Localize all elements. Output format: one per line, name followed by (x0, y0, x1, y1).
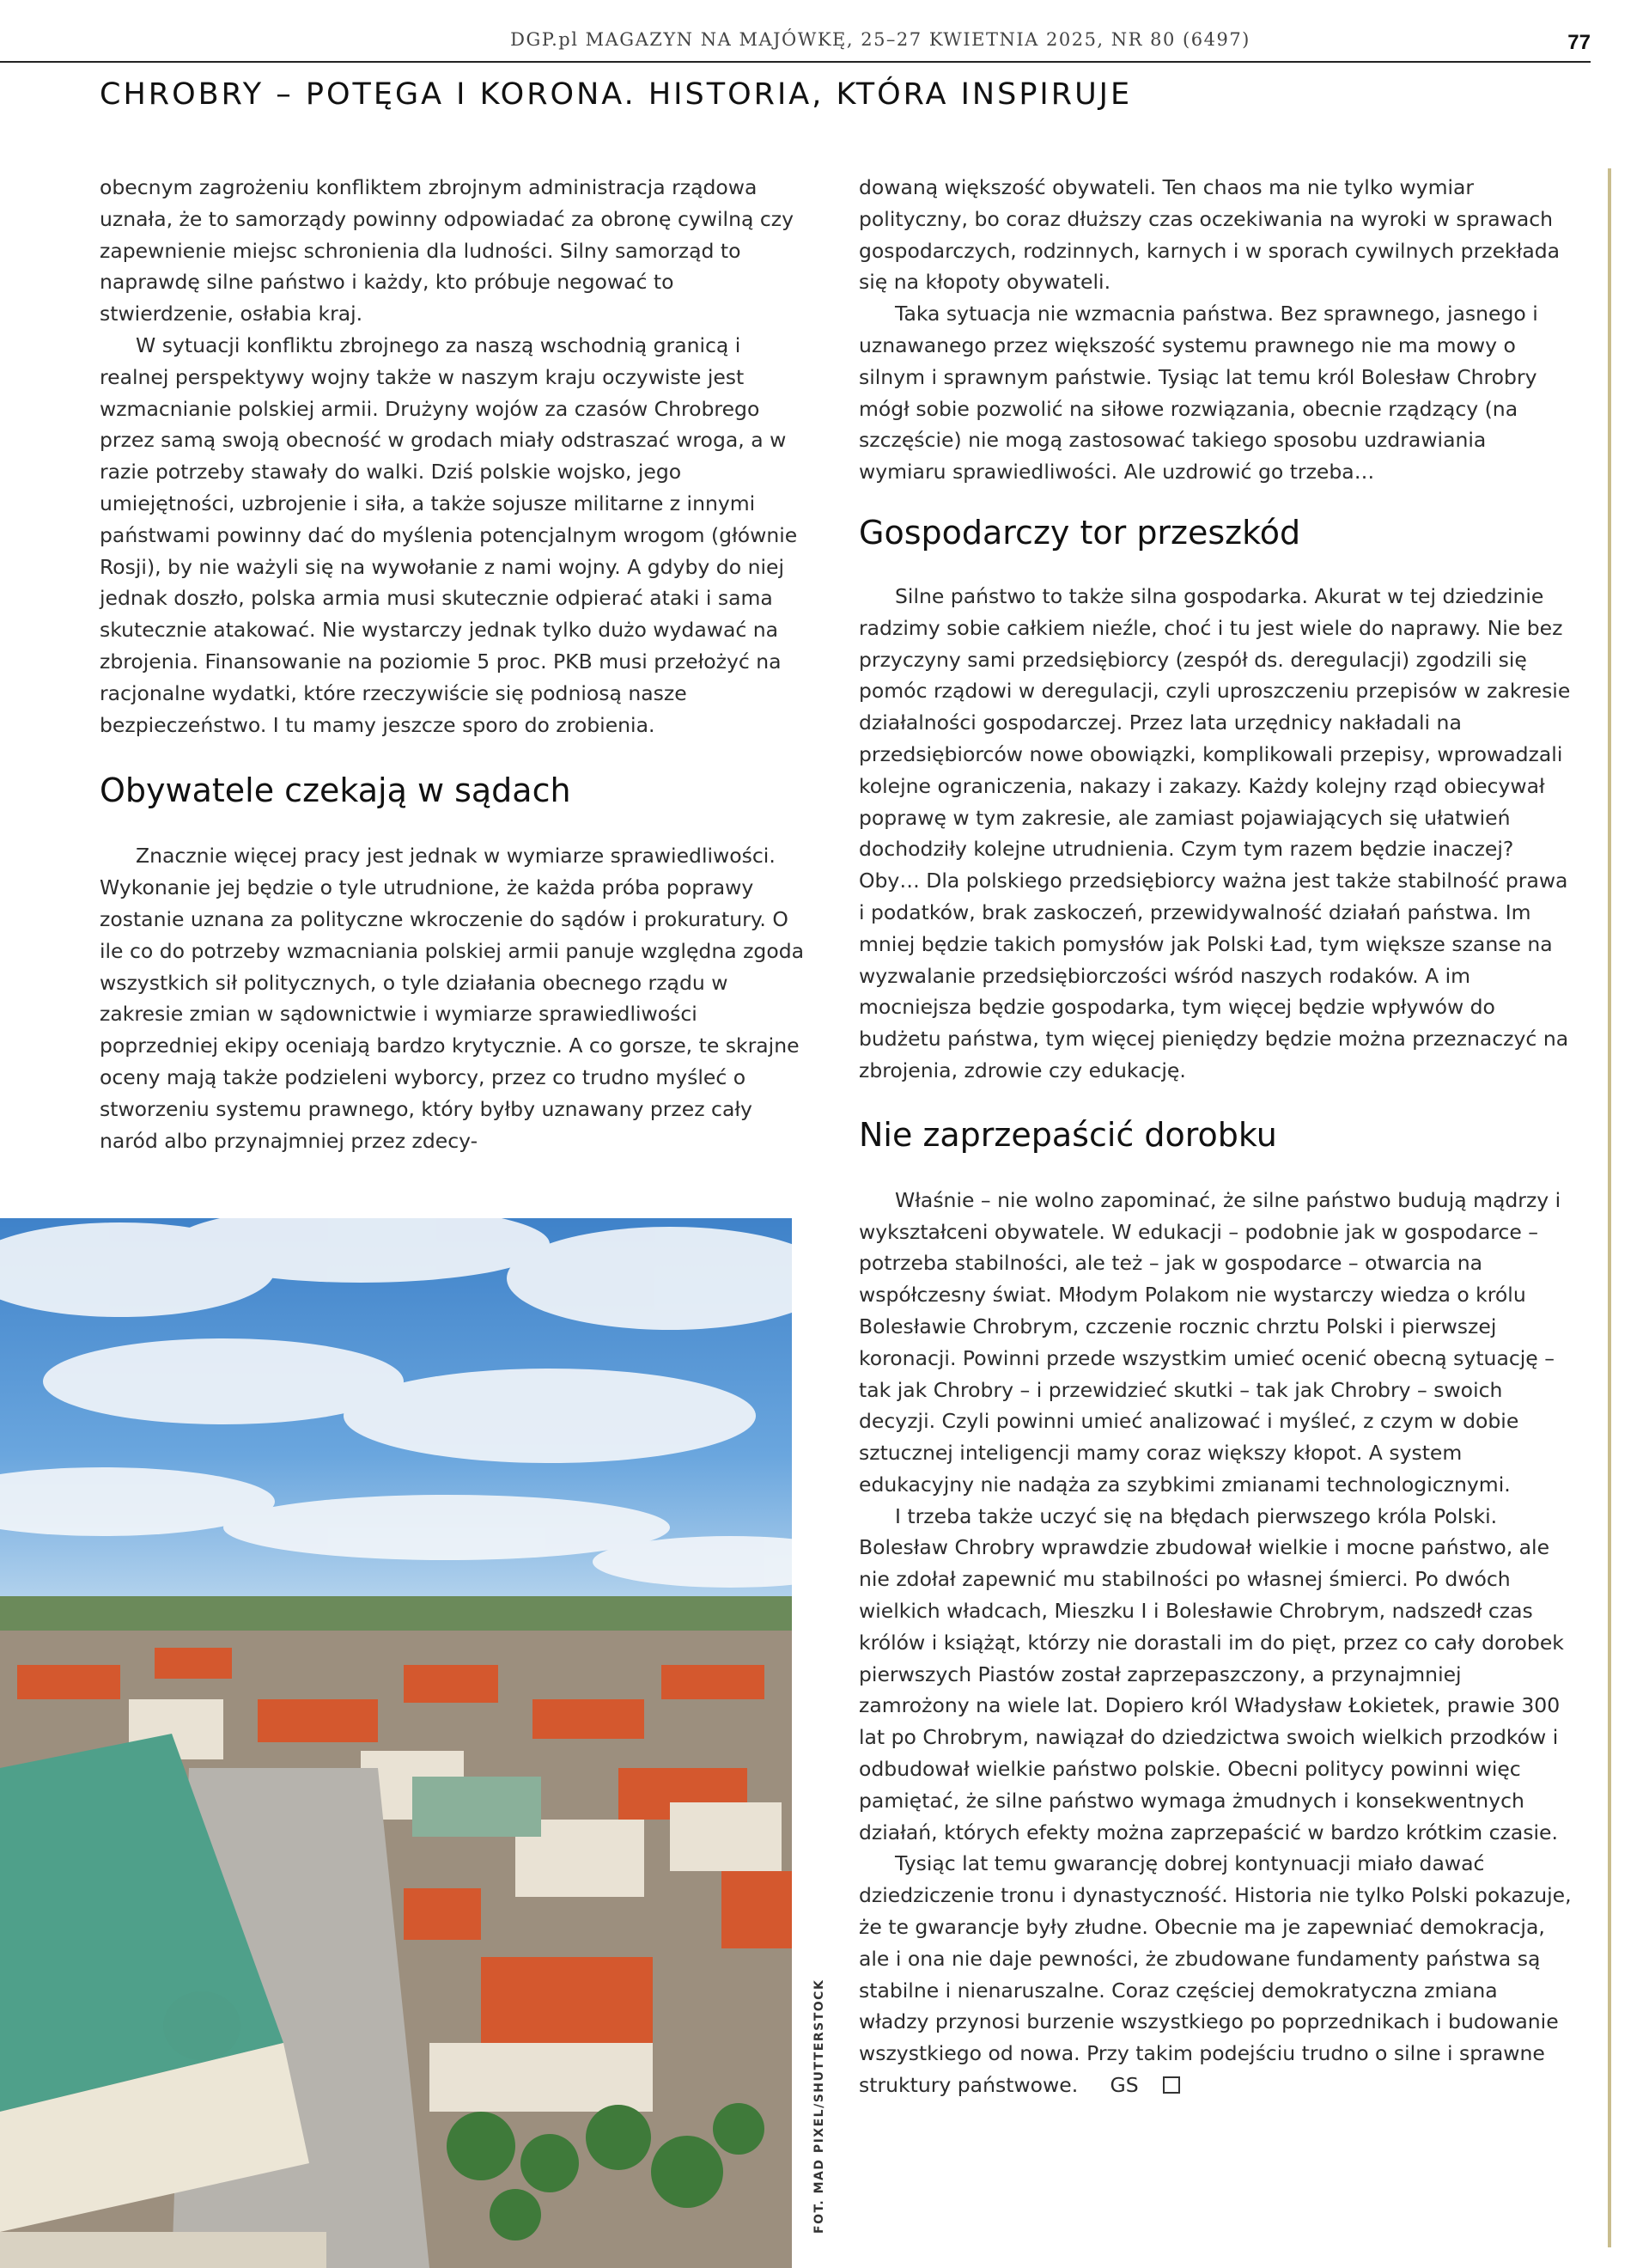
author-signature: GS (1110, 2073, 1139, 2098)
right-paragraph-1: dowaną większość obywateli. Ten chaos ma nie tylko wymiar polityczny, bo coraz dłuższy czas oczekiwania na wyroki w sprawach gospodarczych, rodzinnych, karnych i w sporach cywilnych przekłada się na kłopoty obywateli. (859, 175, 1561, 295)
city-photo (0, 1218, 792, 2268)
right-paragraph-3: Silne państwo to także silna gospodarka. Akurat w tej dziedzinie radzimy sobie całkiem nieźle, choć i tu jest wiele do naprawy. Nie bez przyczyny sami przedsiębiorcy (zespół ds. deregulacji) zgodzili się pomóc rządowi w deregulacji, czyli uproszczeniu przepisów w zakresie działalności gospodarczej. Przez lata urzędnicy nakładali na przedsiębiorców nowe obowiązki, komplikowali przepisy, wprowadzali kolejne ograniczenia, nakazy i zakazy. Każdy kolejny rząd obiecywał poprawę w tym zakresie, ale zamiast pojawiających się ułatwień dochodziły kolejne utrudnienia. Czym tym razem będzie inaczej? Oby… Dla polskiego przedsiębiorcy ważna jest także stabilność prawa i podatków, brak zaskoczeń, przewidywalność działań państwa. Im mniej będzie takich pomysłów jak Polski Ład, tym większe szanse na wyzwalanie przedsiębiorczości wśród naszych rodaków. A im mocniejsza będzie gospodarka, tym więcej będzie wpływów do budżetu państwa, tym więcej pieniędzy będzie można przeznaczyć na zbrojenia, zdrowie czy edukację. (859, 583, 1571, 1082)
heading-economy: Gospodarczy tor przeszkód (859, 513, 1301, 552)
left-column (100, 172, 812, 1156)
left-paragraph-3: Znacznie więcej pracy jest jednak w wymiarze sprawiedliwości. Wykonanie jej będzie o tyle utrudnione, że każda próba poprawy zostanie uznana za polityczne wkroczenie do sądów i prokuratury. O ile co do potrzeby wzmacniania polskiej armii panuje względna zgoda wszystkich sił politycznych, o tyle działania obecnego rządu w zakresie zmian w sądownictwie i wymiarze sprawiedliwości poprzedniej ekipy oceniają bardzo krytycznie. A co gorsze, te skrajne oceny mają także podzieleni wyborcy, przez co trudno myśleć o stworzeniu systemu prawnego, który byłby uznawany przez cały naród albo przynajmniej przez zdecy- (100, 844, 805, 1153)
heading-courts: Obywatele czekają w sądach (100, 771, 571, 810)
header-rule (0, 61, 1591, 63)
right-paragraph-2: Taka sytuacja nie wzmacnia państwa. Bez sprawnego, jasnego i uznawanego przez większość systemu prawnego nie ma mowy o silnym i sprawnym państwie. Tysiąc lat temu król Bolesław Chrobry mógł sobie pozwolić na siłowe rozwiązania, obecnie rządzący (na szczęście) nie mogą zastosować takiego sposobu uzdrawiania wymiaru sprawiedliwości. Ale uzdrowić go trzeba… (859, 302, 1538, 485)
right-paragraph-5: I trzeba także uczyć się na błędach pierwszego króla Polski. Bolesław Chrobry wprawdzie zbudował wielkie i mocne państwo, ale nie zdołał zapewnić mu stabilności po własnej śmierci. Po dwóch wielkich władcach, Mieszku I i Bolesławie Chrobrym, nadszedł czas królów i książąt, którzy nie dorastali im do pięt, przez co cały dorobek pierwszych Piastów został zaprzepaszczony, a przynajmniej zamrożony na wiele lat. Dopiero król Władysław Łokietek, prawie 300 lat po Chrobrym, nawiązał do dziedzictwa swoich wielkich przodków i odbudował wielkie państwo polskie. Obecni politycy powinni więc pamiętać, że silne państwo wymaga żmudnych i konsekwentnych działań, których efekty można zaprzepaścić w bardzo krótkim czasie. (859, 1503, 1564, 1844)
left-paragraph-2: W sytuacji konfliktu zbrojnego za naszą wschodnią granicą i realnej perspektywy wojny także w naszym kraju oczywiste jest wzmacnianie polskiej armii. Drużyny wojów za czasów Chrobrego przez samą swoją obecność w grodach miały odstraszać wroga, a w razie potrzeby stawały do walki. Dziś polskie wojsko, jego umiejętności, uzbrojenie i siła, a także sojusze militarne z innymi państwami powinny dać do myślenia potencjalnym wrogom (głównie Rosji), by nie ważyli się na wywołanie z nami wojny. A gdyby do niej jednak doszło, polska armia musi skutecznie odpierać ataki i sama skutecznie atakować. Nie wystarczy jednak tylko dużo wydawać na zbrojenia. Finansowanie na poziomie 5 proc. PKB musi przełożyć na racjonalne wydatki, które rzeczywiście się podniosą nasze bezpieczeństwo. I tu mamy jeszcze sporo do zrobienia. (100, 332, 798, 737)
end-mark-icon (1163, 2076, 1180, 2094)
decorative-side-rule (1608, 168, 1611, 2247)
left-paragraph-1: obecnym zagrożeniu konfliktem zbrojnym administracja rządowa uznała, że to samorządy powinny odpowiadać za obronę cywilną czy zapewnienie miejsc schronienia dla ludności. Silny samorząd to naprawdę silne państwo i każdy, kto próbuje negować to stwierdzenie, osłabia kraj. (100, 175, 794, 326)
right-paragraph-6 (859, 1848, 1572, 2100)
photo-credit: FOT. MAD PIXEL/SHUTTERSTOCK (812, 1978, 826, 2234)
right-column (859, 172, 1572, 2101)
page-number: 77 (1567, 31, 1591, 54)
section-title: CHROBRY – POTĘGA I KORONA. HISTORIA, KTÓRA INSPIRUJE (100, 77, 1133, 112)
heading-legacy: Nie zaprzepaścić dorobku (859, 1115, 1277, 1154)
final-text: Tysiąc lat temu gwarancję dobrej kontynuacji miało dawać dziedziczenie tronu i dynastyczność. Historia nie tylko Polski pokazuje, że te gwarancje były złudne. Obecnie ma je zapewniać demokracja, ale i ona nie daje pewności, że zbudowane fundamenty państwa są stabilne i nienaruszalne. Coraz częściej demokratyczna zmiana władzy przynosi burzenie wszystkiego po poprzednikach i budowanie wszystkiego od nowa. Przy takim podejściu trudno o silne i sprawne struktury państwowe. (859, 1851, 1572, 2098)
masthead: DGP.pl MAGAZYN NA MAJÓWKĘ, 25–27 KWIETNIA 2025, NR 80 (6497) (510, 29, 1250, 50)
right-paragraph-4: Właśnie – nie wolno zapominać, że silne państwo budują mądrzy i wykształceni obywatele. W edukacji – podobnie jak w gospodarce – potrzeba stabilności, ale też – jak w gospodarce – otwarcia na współczesny świat. Młodym Polakom nie wystarczy wiedza o królu Bolesławie Chrobrym, czczenie rocznic chrztu Polski i pierwszej koronacji. Powinni przede wszystkim umieć ocenić obecną sytuację – tak jak Chrobry – i przewidzieć skutki – tak jak Chrobry – swoich decyzji. Czyli powinni umieć analizować i myśleć, z czym w dobie sztucznej inteligencji mamy coraz większy kłopot. A system edukacyjny nie nadąża za szybkimi zmianami technologicznymi. (859, 1187, 1561, 1497)
